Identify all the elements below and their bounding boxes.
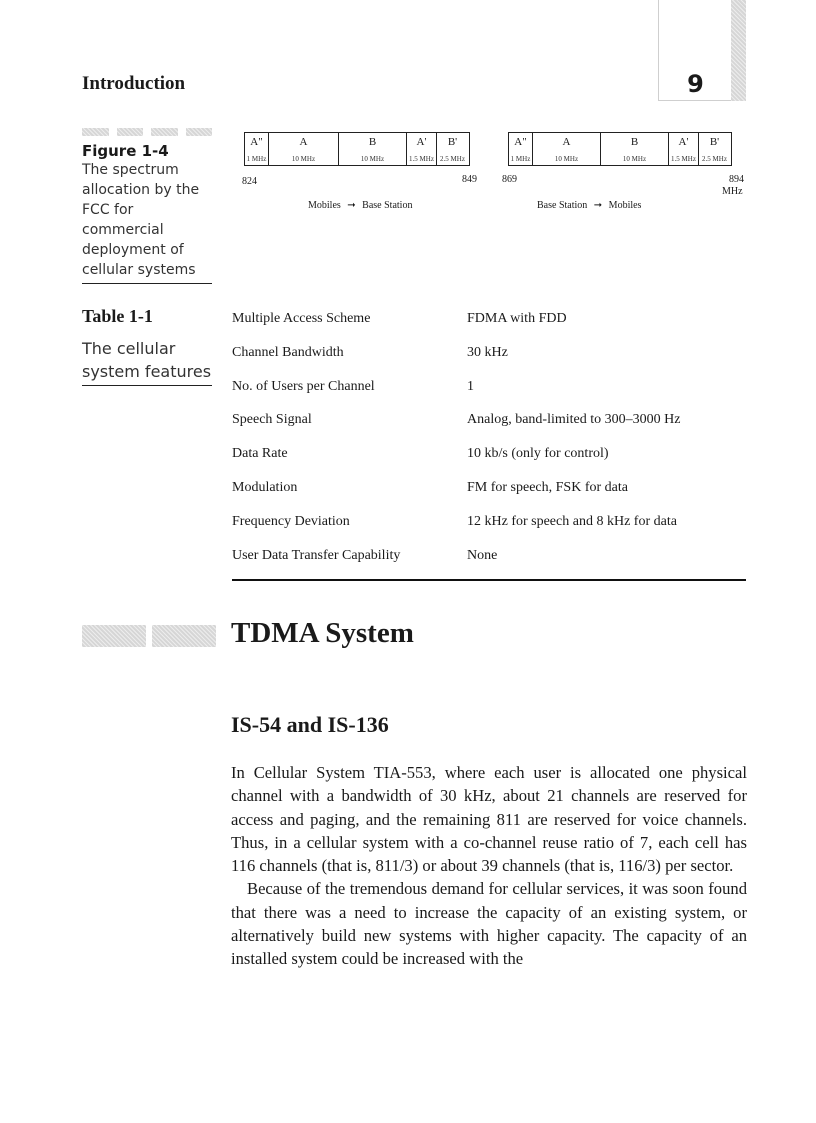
- segment-bandwidth: 1 MHz: [510, 155, 531, 163]
- paragraph-2: Because of the tremendous demand for cellular services, it was soon found that there was a need to increase the capacity of an existing system, or alternatively build new systems with higher capacity. The capacity of an installed system could be increased with the: [231, 879, 747, 969]
- table-row: [232, 442, 746, 476]
- hatch-marker: [186, 128, 213, 136]
- feature-value: 10 kb/s (only for control): [467, 446, 609, 462]
- segment-name: B': [447, 136, 458, 148]
- segment-name: A": [514, 136, 527, 148]
- direction-to: Mobiles: [608, 200, 642, 211]
- segment-name: B': [709, 136, 720, 148]
- band-segment: [245, 133, 269, 165]
- band-segment: [669, 133, 699, 165]
- freq-894: 894: [729, 174, 744, 185]
- hatch-marker: [152, 625, 216, 647]
- feature-name: Data Rate: [232, 446, 288, 462]
- segment-bandwidth: 2.5 MHz: [702, 155, 727, 163]
- feature-name: User Data Transfer Capability: [232, 547, 401, 563]
- table-caption: The cellular system features: [82, 337, 212, 386]
- table-row: [232, 476, 746, 510]
- direction-mobiles-to-base: [308, 200, 412, 211]
- band-segment: [269, 133, 339, 165]
- cellular-features-table: [232, 307, 746, 577]
- hatch-marker: [117, 128, 144, 136]
- spectrum-allocation-diagram: [230, 128, 750, 228]
- freq-unit: MHz: [722, 186, 743, 197]
- feature-name: No. of Users per Channel: [232, 378, 375, 394]
- direction-base-to-mobiles: [537, 200, 641, 211]
- arrow-right-icon: ➞: [347, 200, 356, 211]
- band-segment: [601, 133, 669, 165]
- segment-bandwidth: 1.5 MHz: [671, 155, 696, 163]
- segment-bandwidth: 1.5 MHz: [409, 155, 434, 163]
- arrow-right-icon: ➞: [593, 200, 603, 211]
- paragraph-1: In Cellular System TIA-553, where each user is allocated one physical channel with a bandwidth of 30 kHz, about 21 channels are reserved for access and paging, and the remaining 811 are reserved for voice channels. Thus, in a cellular system with a co-channel reuse ratio of 7, each cell has 116 channels (that is, 811/3) or about 39 channels (that is, 116/3) per sector.: [231, 763, 747, 876]
- band-segment: [437, 133, 468, 165]
- feature-value: FDMA with FDD: [467, 311, 567, 326]
- segment-bandwidth: 10 MHz: [291, 155, 316, 163]
- hatch-marker: [82, 128, 109, 136]
- band-segment: [407, 133, 437, 165]
- band-segment: [699, 133, 730, 165]
- direction-from: Mobiles: [308, 200, 341, 211]
- hatch-marker: [151, 128, 178, 136]
- feature-value: FM for speech, FSK for data: [467, 479, 628, 495]
- segment-name: B: [368, 136, 377, 148]
- direction-to: Base Station: [362, 200, 413, 211]
- freq-824: 824: [242, 176, 257, 187]
- page-tab-stripe: [731, 0, 746, 101]
- segment-bandwidth: 1 MHz: [246, 155, 267, 163]
- freq-849: 849: [462, 174, 477, 185]
- feature-name: Frequency Deviation: [232, 513, 350, 529]
- figure-label: Figure 1-4: [82, 142, 169, 160]
- table-label: Table 1-1: [82, 306, 153, 326]
- table-caption-block: [82, 306, 212, 386]
- body-text: [231, 761, 747, 971]
- segment-name: A: [299, 136, 308, 148]
- page-number: 9: [687, 70, 704, 98]
- figure-hatch-markers: [82, 128, 212, 136]
- uplink-band: [244, 132, 470, 166]
- feature-value: Analog, band-limited to 300–3000 Hz: [467, 412, 681, 428]
- feature-value: None: [467, 547, 498, 563]
- section-title: TDMA System: [231, 617, 414, 649]
- figure-caption: The spectrum allocation by the FCC for commercial deployment of cellular systems: [82, 160, 212, 284]
- feature-value: 12 kHz for speech and 8 kHz for data: [467, 513, 677, 529]
- table-row: [232, 408, 746, 442]
- segment-name: A': [416, 136, 427, 148]
- band-segment: [509, 133, 533, 165]
- feature-name: Speech Signal: [232, 412, 312, 428]
- table-bottom-rule: [232, 579, 746, 581]
- segment-name: A: [562, 136, 571, 148]
- segment-bandwidth: 2.5 MHz: [440, 155, 465, 163]
- page-number-box: [658, 0, 731, 101]
- band-segment: [533, 133, 601, 165]
- segment-name: B: [630, 136, 639, 148]
- segment-name: A": [250, 136, 263, 148]
- hatch-marker: [82, 625, 146, 647]
- band-segment: [339, 133, 407, 165]
- table-row: [232, 341, 746, 375]
- feature-name: Modulation: [232, 479, 298, 495]
- segment-bandwidth: 10 MHz: [360, 155, 385, 163]
- segment-bandwidth: 10 MHz: [622, 155, 647, 163]
- segment-name: A': [678, 136, 689, 148]
- table-row: [232, 544, 746, 578]
- subsection-title: IS-54 and IS-136: [231, 712, 389, 737]
- direction-from: Base Station: [537, 200, 588, 211]
- section-hatch-markers: [82, 625, 216, 647]
- table-row: [232, 307, 746, 341]
- segment-bandwidth: 10 MHz: [554, 155, 579, 163]
- downlink-band: [508, 132, 732, 166]
- page-number-tab: [658, 0, 746, 101]
- feature-value: 30 kHz: [467, 344, 508, 360]
- feature-name: Multiple Access Scheme: [232, 311, 371, 326]
- table-row: [232, 375, 746, 409]
- table-row: [232, 510, 746, 544]
- figure-caption-block: [82, 128, 212, 284]
- feature-name: Channel Bandwidth: [232, 344, 344, 360]
- freq-869: 869: [502, 174, 517, 185]
- running-head: Introduction: [82, 73, 186, 94]
- feature-value: 1: [467, 378, 474, 394]
